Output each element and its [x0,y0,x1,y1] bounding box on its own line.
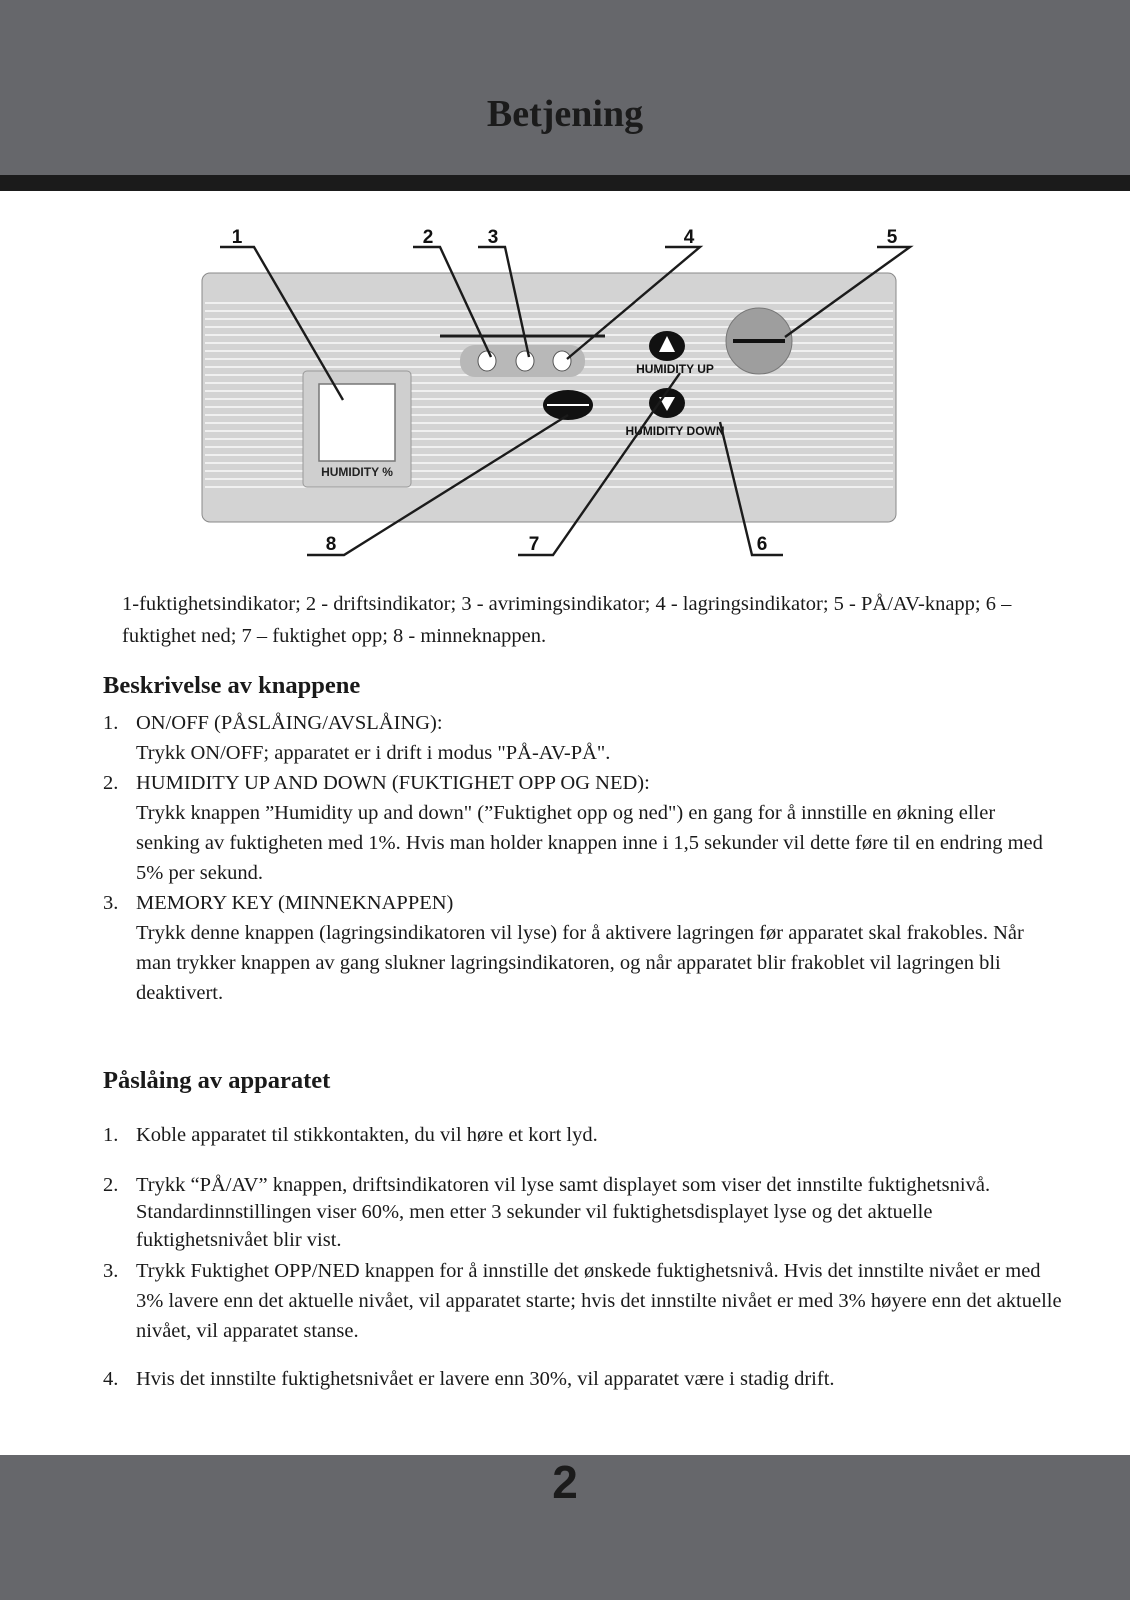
callout-4: 4 [683,227,695,248]
callout-7: 7 [528,534,540,555]
button-description-list [103,708,1063,1008]
item-body: Trykk denne knappen (lagringsindikatoren vil lyse) for å aktivere lagringen før apparatet skal frakobles. Når man trykker knappen av gang slukner lagringsindikatoren, og når apparatet blir frakoblet vil lagringen bli deaktivert. [136,922,1024,1004]
item-body: Trykk ON/OFF; apparatet er i drift i modus "PÅ-AV-PÅ". [136,742,611,764]
list-item: 3. Trykk Fuktighet OPP/NED knappen for å innstille det ønskede fuktighetsnivå. Hvis det innstilte nivået er med 3% lavere enn det aktuelle nivået, vil apparatet starte; hvis det innstilte nivået er med 3% høyere enn det aktuelle nivået, vil apparatet stanse. [103,1260,1062,1342]
diagram-caption: 1-fuktighetsindikator; 2 - driftsindikator; 3 - avrimingsindikator; 4 - lagringsindikator; 5 - PÅ/AV-knapp; 6 – fuktighet ned; 7 – fuktighet opp; 8 - minneknappen. [122,593,1012,647]
humidity-display-label: HUMIDITY % [321,465,393,479]
callout-5: 5 [886,227,898,248]
humidity-up-label: HUMIDITY UP [636,362,714,376]
list-item: 4. Hvis det innstilte fuktighetsnivået er lavere enn 30%, vil apparatet være i stadig drift. [103,1368,835,1390]
list-item: 3. MEMORY KEY (MINNEKNAPPEN) Trykk denne knappen (lagringsindikatoren vil lyse) for å aktivere lagringen før apparatet skal frakobles. Når man trykker knappen av gang slukner lagringsindikatoren, og når apparatet blir frakoblet vil lagringen bli deaktivert. [103,888,1063,1008]
callout-8: 8 [325,534,337,555]
section-heading-buttons: Beskrivelse av knappene [103,672,361,699]
callout-3: 3 [487,227,499,248]
startup-steps-list [103,1122,1063,1394]
control-panel-diagram [195,225,930,570]
indicator-1 [478,351,496,371]
page-number: 2 [552,1456,578,1508]
callout-6: 6 [756,534,768,555]
callout-1: 1 [231,227,243,248]
item-title: HUMIDITY UP AND DOWN (FUKTIGHET OPP OG NED): [136,772,650,794]
page-header [0,0,1130,175]
list-item: 2. HUMIDITY UP AND DOWN (FUKTIGHET OPP OG NED): Trykk knappen ”Humidity up and down" (”Fuktighet opp og ned") en gang for å innstille en økning eller senking av fuktigheten med 1%. Hvis man holder knappen inne i 1,5 sekunder vil dette føre til en endring med 5% per sekund. [103,768,1063,888]
item-body: Trykk knappen ”Humidity up and down" (”Fuktighet opp og ned") en gang for å innstille en økning eller senking av fuktigheten med 1%. Hvis man holder knappen inne i 1,5 sekunder vil dette føre til en endring med 5% per sekund. [136,802,1043,884]
header-divider [0,175,1130,191]
callout-2: 2 [422,227,434,248]
section-heading-startup: Påslåing av apparatet [103,1067,331,1094]
indicator-2 [516,351,534,371]
page-title: Betjening [486,93,644,135]
list-item: 2. Trykk “PÅ/AV” knappen, driftsindikatoren vil lyse samt displayet som viser det innstilte fuktighetsnivå. Standardinnstillingen viser 60%, men etter 3 sekunder vil fuktighetsdisplayet lyse og det aktuelle fuktighetsnivået blir vist. [103,1173,991,1251]
humidity-display-screen [319,384,395,461]
list-item: 1. ON/OFF (PÅSLÅING/AVSLÅING): Trykk ON/OFF; apparatet er i drift i modus "PÅ-AV-PÅ". [103,708,1063,768]
humidity-down-label: HUMIDITY DOWN [625,424,725,438]
item-title: MEMORY KEY (MINNEKNAPPEN) [136,892,454,914]
item-title: ON/OFF (PÅSLÅING/AVSLÅING): [136,712,443,734]
list-item: 1. Koble apparatet til stikkontakten, du vil høre et kort lyd. [103,1124,598,1146]
indicator-3 [553,351,571,371]
